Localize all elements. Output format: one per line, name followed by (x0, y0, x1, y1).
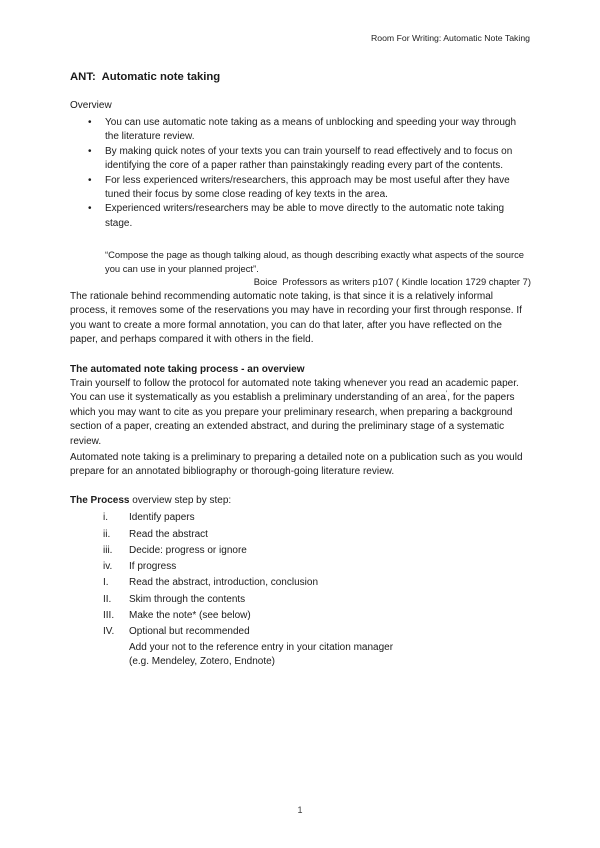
bullet-icon: • (88, 145, 92, 157)
rationale-paragraph: The rationale behind recommending automatic note taking, is that since it is a relatively informal process, it removes some of the reservations you may have in recording your first through response. If you want to create a more formal annotation, you can do that later, after you have reflected on the paper, and perhaps compared it with others in the field. (70, 290, 522, 346)
list-item-number: I. (103, 577, 109, 589)
list-item (70, 145, 531, 174)
list-item (70, 624, 531, 669)
bullet-text: For less experienced writers/researchers, this approach may be most useful after they have tuned their focus by some close reading of key texts in the area. (105, 174, 510, 200)
list-item-number: iv. (103, 561, 113, 573)
list-item (70, 608, 531, 624)
list-item-text (129, 624, 531, 669)
process-overview-paragraph-1 (70, 377, 531, 449)
list-item-text: If progress (129, 561, 177, 573)
list-item-number: IV. (103, 626, 115, 638)
list-item-continuation: Add your not to the reference entry in your citation manager (129, 641, 394, 653)
list-item-text: Read the abstract (129, 528, 208, 540)
overview-label: Overview (70, 100, 112, 111)
overview-bullet-list (70, 116, 531, 231)
section-heading-process-overview: The automated note taking process - an overview (70, 363, 305, 375)
page-header-text: Room For Writing: Automatic Note Taking (370, 33, 530, 43)
process-steps-heading (70, 494, 531, 508)
bullet-text: Experienced writers/researchers may be able to move directly to the automatic note taking stage. (105, 203, 505, 229)
list-item-number: III. (103, 610, 115, 621)
list-item-text-line: Optional but recommended (129, 626, 250, 638)
document-title: ANT: Automatic note taking (70, 71, 221, 83)
bullet-icon: • (88, 203, 92, 215)
bullet-text: By making quick notes of your texts you can train yourself to read effectively and to focus on identifying the core of a paper rather than painstakingly reading every part of the contents. (105, 145, 513, 172)
list-item (70, 116, 531, 145)
list-item (70, 527, 531, 543)
bullet-icon: • (88, 174, 92, 186)
bullet-icon: • (88, 116, 92, 128)
list-item-number: i. (103, 512, 108, 524)
list-item-number: ii. (103, 528, 111, 540)
footnote-mark: ' (445, 391, 448, 399)
list-item (70, 592, 531, 608)
paragraph-text: , for the papers which you may want to cite as you prepare your preliminary research, when preparing a background section of a paper, creating an extended abstract, and during the preliminary stage of a systematic review. (70, 392, 515, 447)
page-number: 1 (297, 805, 303, 815)
list-item (70, 510, 531, 526)
list-item-number: II. (103, 593, 112, 605)
quote-attribution: Boice Professors as writers p107 ( Kindle location 1729 chapter 7) (253, 276, 531, 288)
process-steps-heading-rest: overview step by step: (129, 494, 232, 506)
bullet-text: You can use automatic note taking as a means of unblocking and speeding your way through the literature review. (105, 116, 517, 143)
list-item (70, 559, 531, 575)
paragraph-text: Train yourself to follow the protocol for automated note taking whenever you read an academic paper. You can use it systematically as you establish a preliminary understanding of an area (70, 377, 519, 404)
list-item-text: Identify papers (129, 512, 195, 524)
process-steps-list (70, 510, 531, 669)
list-item-text: Decide: progress or ignore (129, 544, 247, 556)
list-item (70, 174, 531, 203)
list-item-text: Skim through the contents (129, 593, 246, 605)
document-content (70, 71, 531, 670)
list-item-text: Make the note* (see below) (129, 610, 251, 621)
process-overview-paragraph-2: Automated note taking is a preliminary to preparing a detailed note on a publication such as you would prepare for an annotated bibliography or thorough-going literature review. (70, 452, 523, 478)
list-item (70, 543, 531, 559)
list-item (70, 575, 531, 591)
block-quote: “Compose the page as though talking aloud, as though describing exactly what aspects of the source you can use in your planned project”. (105, 249, 525, 274)
list-item-text: Read the abstract, introduction, conclusion (129, 577, 318, 589)
process-steps-heading-bold: The Process (70, 494, 130, 506)
list-item (70, 202, 531, 231)
list-item-number: iii. (103, 544, 113, 556)
list-item-continuation: (e.g. Mendeley, Zotero, Endnote) (129, 656, 276, 668)
